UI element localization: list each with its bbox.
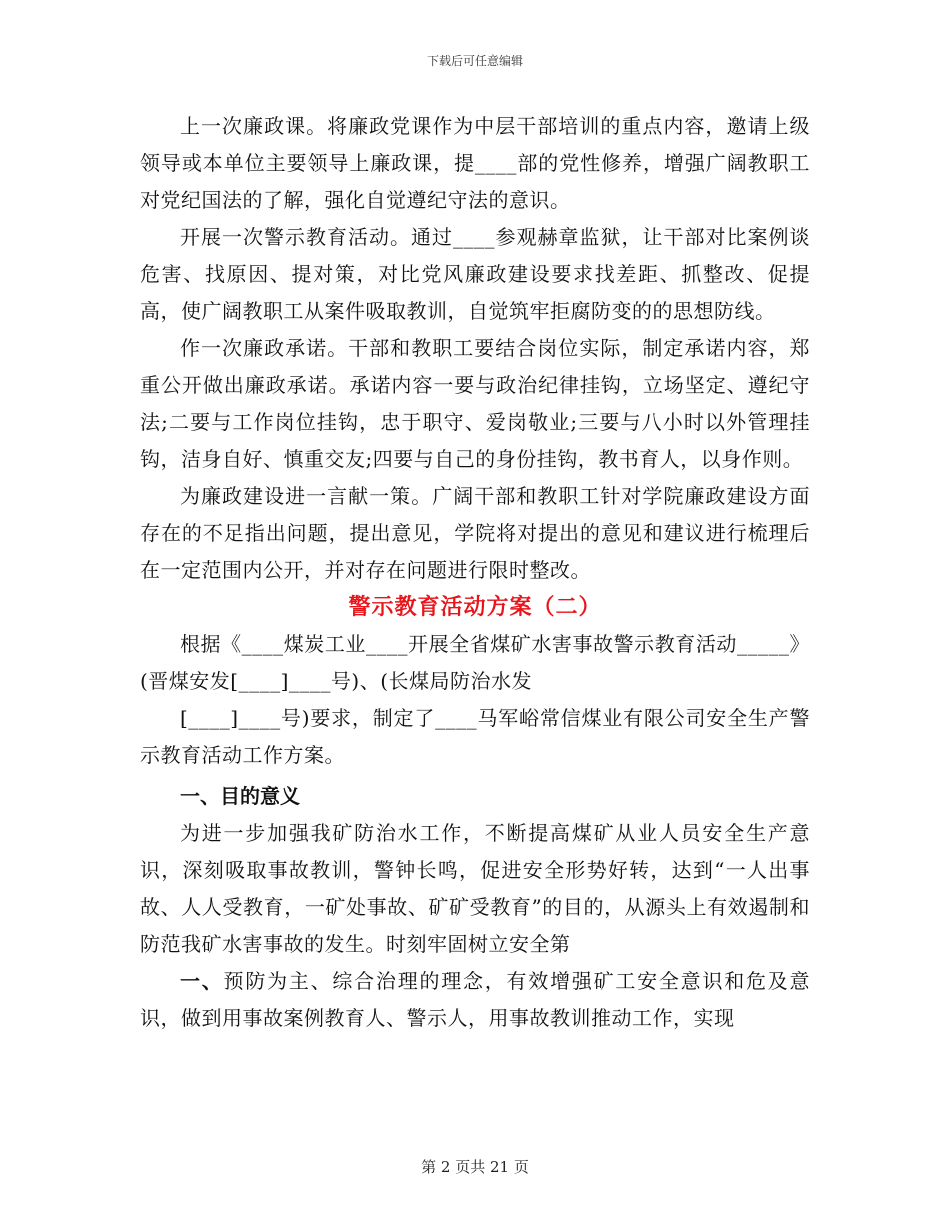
paragraph-purpose: 为进一步加强我矿防治水工作，不断提高煤矿从业人员安全生产意识，深刻吸取事故教训，警钟长鸣，促进安全形势好转，达到“一人出事故、人人受教育，一矿处事故、矿矿受教育”的目的，从源头上有效遏制和防范我矿水害事故的发生。时刻牢固树立安全第	[140, 821, 810, 956]
paragraph-suggestion: 为廉政建设进一言献一策。广阔干部和教职工针对学院廉政建设方面存在的不足指出问题，提出意见，学院将对提出的意见和建议进行梳理后在一定范围内公开，并对存在问题进行限时整改。	[140, 484, 810, 582]
paragraph-commitment: 作一次廉政承诺。干部和教职工要结合岗位实际，制定承诺内容，郑重公开做出廉政承诺。承诺内容一要与政治纪律挂钩，立场坚定、遵纪守法;二要与工作岗位挂钩，忠于职守、爱岗敬业;三要与八小时以外管理挂钩，洁身自好、慎重交友;四要与自己的身份挂钩，教书育人，以身作则。	[140, 336, 810, 471]
section-title: 警示教育活动方案（二）	[348, 594, 602, 620]
paragraph-prevention	[140, 963, 810, 1037]
paragraph-requirement: [____]____号)要求，制定了____马军峪常信煤业有限公司安全生产警示教育活动工作方案。	[140, 706, 810, 767]
page-header: 下载后可任意编辑	[426, 54, 523, 68]
paragraph-prevention-lead: 一、	[180, 969, 224, 993]
paragraph-according: 根据《____煤炭工业____开展全省煤矿水害事故警示教育活动_____》(晋煤安发[____]____号)、(长煤局防治水发	[140, 632, 810, 693]
heading-purpose: 一、目的意义	[180, 784, 300, 808]
paragraph-lecture: 上一次廉政课。将廉政党课作为中层干部培训的重点内容，邀请上级领导或本单位主要领导上廉政课，提____部的党性修养，增强广阔教职工对党纪国法的了解，强化自觉遵纪守法的意识。	[140, 114, 810, 212]
paragraph-warning-activity: 开展一次警示教育活动。通过____参观赫章监狱，让干部对比案例谈危害、找原因、提对策，对比党风廉政建设要求找差距、抓整改、促提高，使广阔教职工从案件吸取教训，自觉筑牢拒腐防变的的思想防线。	[140, 225, 810, 323]
page-footer: 第 2 页共 21 页	[421, 1158, 529, 1176]
paragraph-prevention-text: 预防为主、综合治理的理念，有效增强矿工安全意识和危及意识，做到用事故案例教育人、警示人，用事故教训推动工作，实现	[140, 969, 811, 1030]
document-body	[140, 108, 810, 1037]
